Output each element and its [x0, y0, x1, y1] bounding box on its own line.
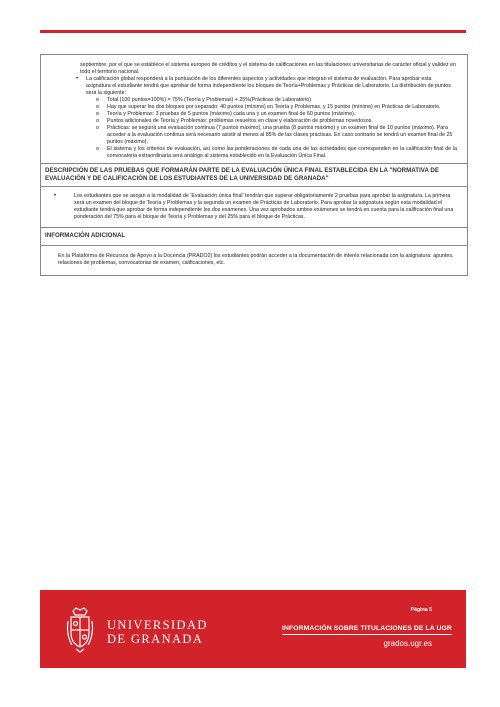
- list-item: [54, 193, 457, 221]
- final-evaluation-cell: [41, 187, 467, 227]
- circle-bullet-icon: o: [96, 146, 99, 152]
- list-item: o El sistema y los criterios de evaluación, así como las ponderaciones de cada una de las actividades que corresponden en la calificación final de la convocatoria extraordinaria será análogo al sistema establecido en la Evaluación Única Final.: [96, 146, 457, 159]
- continuation-paragraph: septiembre, por el que se establece el sistema europeo de créditos y el sistema de calificaciones en las titulaciones universitarias de carácter oficial y validez en todo el territorio nacional.: [80, 62, 456, 75]
- bullet-dot-icon: •: [76, 76, 79, 82]
- additional-info-text: En la Plataforma de Recursos de Apoyo a la Docencia (PRADO2) los estudiantes podrán acceder a la documentación de interés relacionada con la asignatura: apuntes, relaciones de problemas, convocatorias de examen, calificaciones, etc.: [58, 252, 454, 266]
- evaluation-criteria-cell: [41, 55, 467, 164]
- page-footer: [40, 590, 466, 668]
- university-logo-text: UNIVERSIDAD DE GRANADA: [107, 618, 208, 646]
- degrees-info-title: INFORMACIÓN SOBRE TITULACIONES DE LA UGR: [282, 625, 452, 632]
- list-item: o Puntos adicionales de Teoría y Problemas: problemas resueltos en clase y elaboración de problemas novedosos.: [96, 118, 373, 124]
- evaluation-table: [40, 54, 468, 276]
- circle-bullet-icon: o: [96, 111, 99, 117]
- list-item: o Prácticas: se seguirá una evaluación continua (7 puntos máximo), una prueba (8 puntos máximo) y un examen final de 10 puntos (máximo). Para acceder a la evaluación continua será necesario asistir al menos al 85% de las clases prácticas. En caso contrario se tendrá un examen final de 25 puntos (máximo).: [96, 125, 453, 145]
- global-grade-bullet: [76, 76, 457, 160]
- bullet-dot-icon: •: [54, 193, 57, 200]
- page-number: Página 5: [410, 607, 432, 613]
- additional-info-section: [41, 228, 467, 275]
- circle-bullet-icon: o: [96, 125, 99, 131]
- list-item: o Hay que superar los dos bloques por separado: 40 puntos (mínimo) en Teoría y Problemas, y 15 puntos (mínimo) en Prácticas de Laboratorio.: [96, 104, 441, 110]
- circle-bullet-icon: o: [96, 104, 99, 110]
- title-underline: [282, 634, 452, 635]
- list-item: o Teoría y Problemas: 3 pruebas de 5 puntos (máximo) cada una y un examen final de 60 puntos (máximo).: [96, 111, 356, 117]
- global-grade-text: La calificación global responderá a la puntuación de los diferentes aspectos y actividades que integran el sistema de evaluación. Para aprobar esta asignatura el estudiante tendrá que aprobar de forma independiente los bloques de Teoría+Problemas y Prácticas de Laboratorio. La distribución de puntos será la siguiente:: [86, 76, 451, 96]
- circle-bullet-icon: o: [96, 118, 99, 124]
- top-accent-bar: [40, 30, 466, 33]
- list-item: o Total (100 puntos=100%) = 75% (Teoría y Problemas) + 25%(Prácticas de Laboratorio): [96, 97, 311, 103]
- website-link[interactable]: grados.ugr.es: [383, 639, 432, 648]
- university-crest-icon: [64, 607, 96, 653]
- points-distribution-list: [86, 97, 457, 160]
- final-evaluation-section: [41, 164, 467, 228]
- circle-bullet-icon: o: [96, 97, 99, 103]
- final-evaluation-text: Los estudiantes que se acojan a la modalidad de 'Evaluación única final' tendrán que superar obligatoriamente 2 pruebas para aprobar la asignatura. La primera será un examen del bloque de Teoría y Problemas y la segunda un examen de Prácticas de Laboratorio. Para aprobar la asignatura según esta modalidad el estudiante tendrá que aprobar de forma independiente los dos exámenes. Una vez aprobados ambos exámenes se tendrá en cuenta para la calificación final una ponderación del 75% para el bloque de Teoría y Problemas y del 25% para el bloque de Prácticas.: [74, 193, 454, 221]
- additional-info-heading: INFORMACIÓN ADICIONAL: [41, 228, 467, 246]
- final-evaluation-heading: DESCRIPCIÓN DE LAS PRUEBAS QUE FORMARÁN PARTE DE LA EVALUACIÓN ÚNICA FINAL ESTABLECIDA EN LA "NORMATIVA DE EVALUACIÓN Y DE CALIFICACIÓN DE LOS ESTUDIANTES DE LA UNIVERSIDAD DE GRANADA": [41, 164, 467, 187]
